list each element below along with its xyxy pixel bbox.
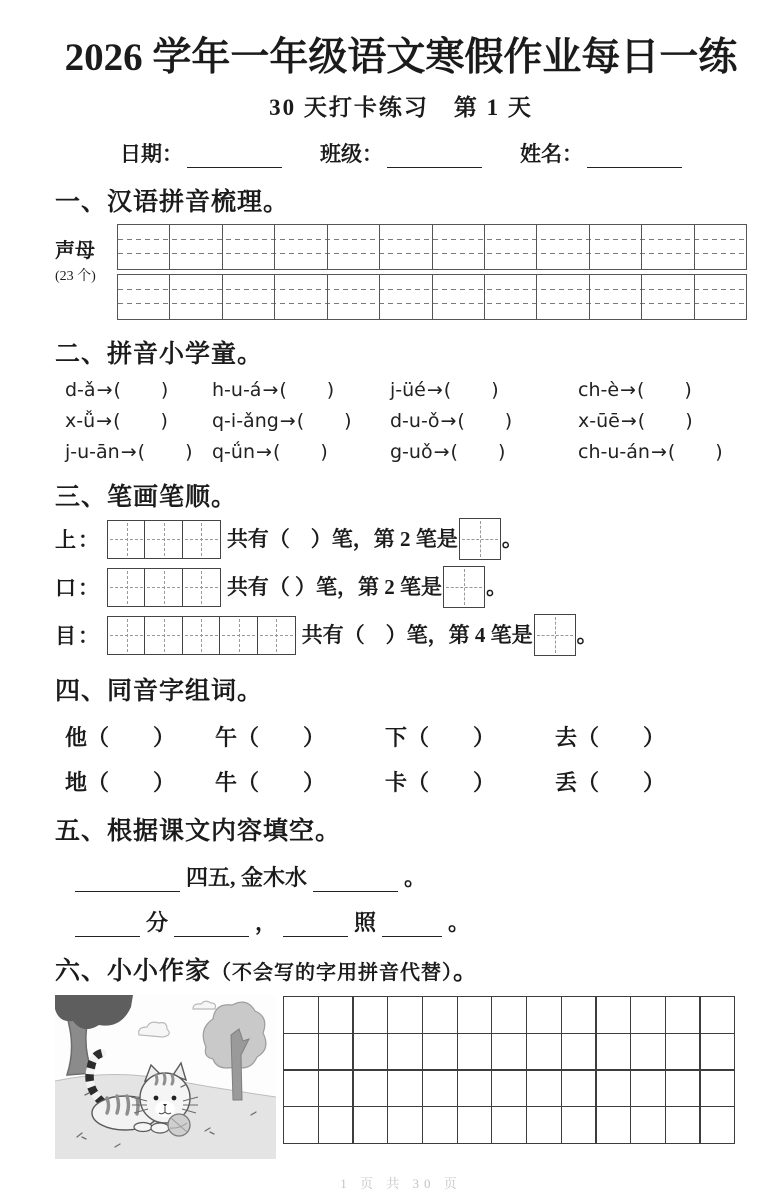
grid-cell	[107, 616, 146, 655]
composition-cell	[387, 996, 423, 1034]
answer-paren[interactable]: （ ）	[237, 769, 326, 795]
open-paren: (	[637, 409, 646, 432]
pinyin-text: d-u-ǒ	[390, 409, 440, 432]
homophone-line	[65, 766, 747, 797]
date-field	[120, 138, 282, 168]
composition-cell	[491, 996, 527, 1034]
composition-cell	[457, 1106, 493, 1144]
date-label: 日期：	[120, 141, 183, 166]
page-title: 2026 学年一年级语文寒假作业每日一练	[64, 36, 738, 79]
composition-cell	[422, 996, 458, 1034]
homophone-char: 卡	[385, 769, 408, 795]
composition-cell	[318, 996, 354, 1034]
composition-grid[interactable]	[283, 995, 735, 1159]
section3-heading: 三、笔画笔顺。	[55, 483, 238, 511]
pinyin-grid-row-1[interactable]	[117, 224, 747, 270]
section6-note: （不会写的字用拼音代替）	[211, 961, 454, 984]
composition-cell	[561, 996, 597, 1034]
pinyin-item	[578, 410, 747, 432]
pinyin-text: q-ǘn	[212, 440, 256, 463]
stroke-box-strip[interactable]	[107, 520, 221, 559]
arrow-icon: →	[426, 378, 443, 401]
homophone-item	[385, 721, 555, 752]
pinyin-text: x-ǚ	[65, 409, 96, 432]
composition-grid-row	[283, 1033, 735, 1071]
answer-box[interactable]	[534, 614, 576, 656]
composition-cell	[630, 1106, 666, 1144]
close-paren: )	[497, 440, 506, 463]
close-paren: )	[504, 409, 513, 432]
composition-cell	[387, 1033, 423, 1071]
composition-cell	[387, 1106, 423, 1144]
pinyin-line	[65, 441, 747, 463]
composition-cell	[526, 996, 562, 1034]
stroke-row-shang	[55, 518, 747, 561]
stroke-char: 口：	[55, 576, 101, 601]
homophone-item	[385, 766, 555, 797]
class-blank[interactable]	[387, 144, 482, 168]
homophone-line	[65, 721, 747, 752]
fill-text: 照	[354, 909, 377, 935]
composition-cell	[457, 1033, 493, 1071]
composition-cell	[283, 1069, 319, 1107]
grid-cell	[107, 520, 146, 559]
arrow-icon: →	[620, 378, 636, 401]
grid-cell	[219, 616, 258, 655]
pinyin-text: j-üé	[390, 378, 426, 401]
pinyin-text: ch-u-án	[578, 440, 650, 463]
close-paren: )	[685, 409, 693, 432]
pinyin-text: x-ūē	[578, 409, 620, 432]
section6-title: 六、小小作家	[55, 957, 212, 985]
arrow-icon: →	[262, 378, 279, 401]
composition-cell	[595, 996, 631, 1034]
arrow-icon: →	[120, 440, 137, 463]
composition-cell	[422, 1033, 458, 1071]
homophone-item	[215, 766, 385, 797]
composition-cell	[699, 1069, 735, 1107]
arrow-icon: →	[433, 440, 450, 463]
grid-cell	[590, 275, 642, 319]
grid-cell	[223, 275, 275, 319]
composition-cell	[318, 1069, 354, 1107]
composition-cell	[595, 1069, 631, 1107]
arrow-icon: →	[650, 440, 667, 463]
pinyin-line	[65, 379, 747, 401]
pinyin-item	[390, 379, 578, 401]
stroke-tail: 。	[486, 574, 508, 599]
answer-box[interactable]	[443, 566, 485, 608]
pinyin-item	[65, 441, 212, 463]
pinyin-text: d-ǎ	[65, 378, 96, 401]
answer-box[interactable]	[459, 518, 501, 560]
grid-cell	[107, 568, 146, 607]
homophone-char: 牛	[215, 769, 238, 795]
section2-heading: 二、拼音小学童。	[55, 340, 264, 368]
grid-cell	[118, 275, 170, 319]
homophone-item	[65, 766, 215, 797]
pinyin-item	[212, 441, 390, 463]
grid-cell	[118, 225, 170, 269]
stroke-stem: 共有（ ）笔，第 2 笔是	[226, 574, 443, 599]
pinyin-item	[65, 410, 212, 432]
open-paren: (	[667, 440, 676, 463]
close-paren: )	[491, 378, 499, 401]
composition-cell	[352, 996, 388, 1034]
shengmu-label: 声母	[55, 239, 95, 262]
shengmu-block	[55, 224, 747, 320]
answer-paren[interactable]: （ ）	[407, 724, 496, 750]
composition-cell	[318, 1033, 354, 1071]
grid-cell	[275, 225, 327, 269]
composition-grid-row	[283, 1069, 735, 1107]
open-paren: (	[443, 378, 452, 401]
composition-cell	[665, 996, 701, 1034]
fill-blank[interactable]	[382, 911, 442, 937]
composition-cell	[595, 1033, 631, 1071]
pinyin-item	[390, 410, 578, 432]
close-paren: )	[715, 440, 723, 463]
section6-period: 。	[453, 957, 480, 985]
composition-cell	[491, 1069, 527, 1107]
fill-text: 四五, 金木水	[186, 864, 308, 890]
stroke-box-strip[interactable]	[107, 616, 296, 655]
shengmu-labels	[55, 224, 117, 320]
close-paren: )	[326, 378, 335, 401]
header-fields	[120, 138, 747, 168]
homophone-char: 午	[215, 724, 238, 750]
name-label: 姓名：	[520, 141, 583, 166]
pinyin-text: q-i-ǎng	[212, 409, 279, 432]
composition-cell	[457, 1069, 493, 1107]
fill-blank[interactable]	[313, 866, 398, 892]
composition-cell	[630, 996, 666, 1034]
stroke-question	[227, 571, 507, 604]
grid-cell	[328, 275, 380, 319]
date-blank[interactable]	[187, 144, 282, 168]
pinyin-text: j-u-ān	[65, 440, 120, 463]
open-paren: (	[450, 440, 458, 463]
grid-cell	[182, 568, 221, 607]
composition-cell	[561, 1106, 597, 1144]
homophone-char: 去	[555, 724, 578, 750]
close-paren: )	[344, 409, 352, 432]
composition-cell	[491, 1033, 527, 1071]
grid-cell	[257, 616, 296, 655]
close-paren: )	[320, 440, 328, 463]
answer-paren[interactable]: （ ）	[407, 769, 496, 795]
homophone-char: 地	[65, 769, 88, 795]
stroke-tail: 。	[576, 622, 598, 647]
homophone-item	[215, 721, 385, 752]
grid-cell	[144, 520, 183, 559]
composition-cell	[595, 1106, 631, 1144]
composition-grid-row	[283, 1106, 735, 1144]
fill-blank[interactable]	[174, 911, 249, 937]
composition-cell	[699, 996, 735, 1034]
composition-cell	[526, 1106, 562, 1144]
section1-heading: 一、汉语拼音梳理。	[55, 188, 290, 216]
grid-cell	[170, 275, 222, 319]
stroke-stem: 共有（ ）笔，第 2 笔是	[226, 526, 458, 551]
composition-cell	[665, 1106, 701, 1144]
open-paren: (	[137, 440, 146, 463]
fill-comma: ，	[255, 909, 278, 935]
grid-cell	[590, 225, 642, 269]
stroke-char: 上：	[55, 528, 101, 553]
homophone-char: 丢	[555, 769, 578, 795]
grid-cell	[537, 225, 589, 269]
pinyin-grid-row-2[interactable]	[117, 274, 747, 320]
stroke-stem: 共有（ ）笔，第 4 笔是	[301, 622, 533, 647]
class-field	[320, 138, 482, 168]
answer-paren[interactable]: （ ）	[577, 724, 666, 750]
stroke-box-strip[interactable]	[107, 568, 221, 607]
answer-paren[interactable]: （ ）	[237, 724, 326, 750]
composition-cell	[630, 1069, 666, 1107]
answer-paren[interactable]: （ ）	[577, 769, 666, 795]
open-paren: (	[113, 409, 121, 432]
stroke-char: 目：	[55, 624, 101, 649]
composition-cell	[283, 996, 319, 1034]
grid-cell	[328, 225, 380, 269]
grid-cell	[380, 275, 432, 319]
grid-cell	[433, 225, 485, 269]
close-paren: )	[684, 378, 692, 401]
open-paren: (	[636, 378, 645, 401]
grid-cell	[537, 275, 589, 319]
arrow-icon: →	[620, 409, 637, 432]
fill-blank[interactable]	[75, 911, 140, 937]
name-blank[interactable]	[587, 144, 682, 168]
grid-cell	[642, 225, 694, 269]
composition-cell	[422, 1106, 458, 1144]
pinyin-exercise	[65, 379, 747, 463]
class-label: 班级：	[320, 141, 383, 166]
section6-heading	[55, 951, 747, 987]
composition-cell	[352, 1033, 388, 1071]
grid-cell	[223, 225, 275, 269]
answer-paren[interactable]: （ ）	[87, 769, 176, 795]
arrow-icon: →	[96, 378, 113, 401]
fill-blank[interactable]	[283, 911, 348, 937]
fill-blank[interactable]	[75, 866, 180, 892]
composition-cell	[561, 1069, 597, 1107]
homophone-item	[65, 721, 215, 752]
close-paren: )	[160, 378, 169, 401]
arrow-icon: →	[440, 409, 457, 432]
arrow-icon: →	[96, 409, 113, 432]
grid-cell	[144, 568, 183, 607]
fill-period: 。	[448, 909, 471, 935]
composition-cell	[387, 1069, 423, 1107]
stroke-row-mu	[55, 614, 747, 657]
grid-cell	[433, 275, 485, 319]
open-paren: (	[457, 409, 465, 432]
close-paren: )	[160, 409, 168, 432]
pinyin-text: h-u-á	[212, 378, 262, 401]
arrow-icon: →	[256, 440, 272, 463]
homophone-char: 下	[385, 724, 408, 750]
composition-cell	[526, 1069, 562, 1107]
composition-cell	[352, 1069, 388, 1107]
close-paren: )	[185, 440, 193, 463]
composition-cell	[352, 1106, 388, 1144]
open-paren: (	[279, 378, 287, 401]
answer-paren[interactable]: （ ）	[87, 724, 176, 750]
composition-cell	[283, 1106, 319, 1144]
fill-blank-line-2	[75, 906, 747, 937]
composition-cell	[283, 1033, 319, 1071]
composition-cell	[665, 1069, 701, 1107]
pinyin-text: ch-è	[578, 378, 620, 401]
grid-cell	[182, 616, 221, 655]
grid-cell	[275, 275, 327, 319]
grid-cell	[485, 225, 537, 269]
section4-heading: 四、同音字组词。	[55, 677, 264, 705]
pinyin-writing-grids	[117, 224, 747, 320]
composition-grid-row	[283, 996, 735, 1034]
grid-cell	[695, 275, 746, 319]
pinyin-item	[212, 379, 390, 401]
fill-text: 分	[146, 909, 169, 935]
composition-cell	[457, 996, 493, 1034]
open-paren: (	[296, 409, 305, 432]
section5-heading: 五、根据课文内容填空。	[55, 817, 342, 845]
pinyin-item	[390, 441, 578, 463]
grid-cell	[485, 275, 537, 319]
fill-blank-line-1	[75, 861, 747, 892]
composition-cell	[526, 1033, 562, 1071]
pinyin-text: g-uǒ	[390, 440, 433, 463]
composition-cell	[630, 1033, 666, 1071]
name-field	[520, 138, 682, 168]
pinyin-item	[212, 410, 390, 432]
pinyin-item	[578, 379, 747, 401]
grid-cell	[144, 616, 183, 655]
open-paren: (	[272, 440, 281, 463]
grid-cell	[642, 275, 694, 319]
homophone-char: 他	[65, 724, 88, 750]
composition-cell	[491, 1106, 527, 1144]
stroke-tail: 。	[501, 526, 523, 551]
homophone-item	[555, 766, 747, 797]
stroke-question	[227, 523, 523, 556]
homophone-item	[555, 721, 747, 752]
stroke-question	[302, 619, 598, 652]
arrow-icon: →	[279, 409, 296, 432]
stroke-row-kou	[55, 566, 747, 609]
composition-cell	[665, 1033, 701, 1071]
pinyin-item	[65, 379, 212, 401]
composition-cell	[699, 1106, 735, 1144]
composition-cell	[318, 1106, 354, 1144]
fill-period: 。	[404, 864, 427, 890]
grid-cell	[170, 225, 222, 269]
composition-cell	[422, 1069, 458, 1107]
pinyin-line	[65, 410, 747, 432]
composition-cell	[699, 1033, 735, 1071]
cat-illustration	[55, 995, 276, 1159]
grid-cell	[695, 225, 746, 269]
shengmu-count-label: (23 个)	[55, 268, 96, 284]
grid-cell	[380, 225, 432, 269]
composition-cell	[561, 1033, 597, 1071]
page-number: 1 页 共 30 页	[340, 1175, 462, 1191]
grid-cell	[182, 520, 221, 559]
open-paren: (	[113, 378, 121, 401]
composition-area	[55, 995, 747, 1159]
pinyin-item	[578, 441, 747, 463]
page-subtitle: 30 天打卡练习 第 1 天	[269, 94, 533, 120]
